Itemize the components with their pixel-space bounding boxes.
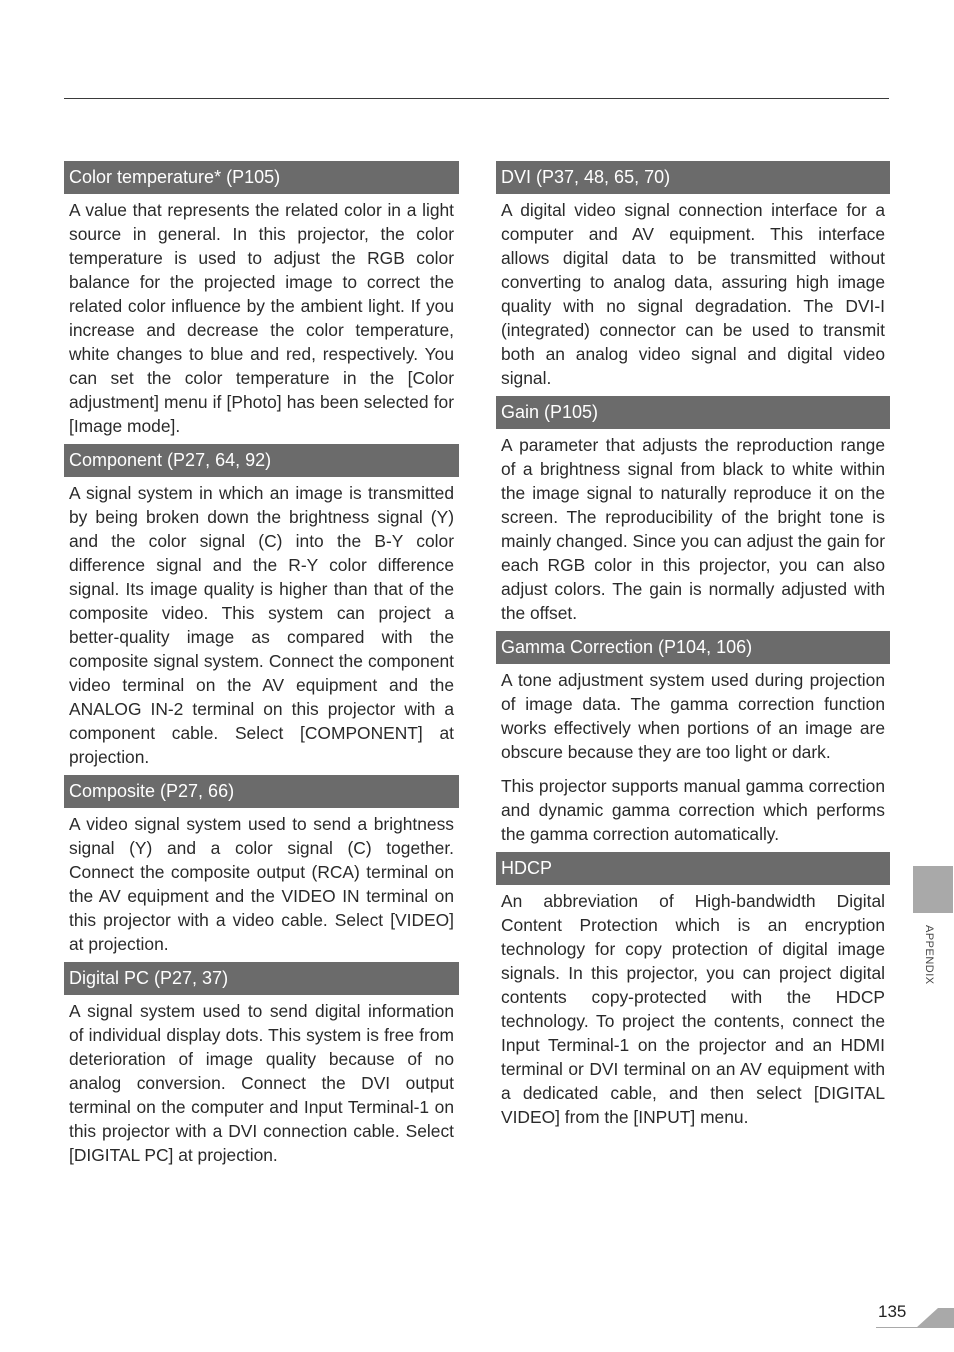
top-rule <box>64 98 889 99</box>
entry-title: Digital PC (P27, 37) <box>64 962 459 995</box>
entry-text: A digital video signal connection interface for a computer and AV equipment. This interface allows digital data to be transmitted without converting to analog data, assuring high image quality with no signal degradation. The DVI-I (integrated) connector can be used to transmit both an analog video signal and digital video signal. <box>501 200 885 388</box>
entry-text: A value that represents the related color in a light source in general. In this projector, the color temperature is used to adjust the RGB color balance for the projected image to correct the related color influence by the ambient light. If you increase and decrease the color temperature, white changes to blue and red, respectively. You can set the color temperature in the [Color adjustment] menu if [Photo] has been selected for [Image mode]. <box>69 200 454 436</box>
appendix-tab-label: APPENDIX <box>923 925 935 985</box>
entry-text: A signal system used to send digital information of individual display dots. This system is free from deterioration of image quality because of no analog conversion. Connect the DVI output terminal on the computer and Input Terminal-1 on this projector with a DVI connection cable. Select [DIGITAL PC] at projection. <box>69 1001 454 1165</box>
entry-text: A signal system in which an image is transmitted by being broken down the brightness signal (Y) and the color signal (C) into the B-Y color difference signal and the R-Y color difference signal. Its image quality is higher than that of the composite video. This system can project a better-quality image as compared with the composite signal system. Connect the component video terminal on the AV equipment and the ANALOG IN-2 terminal on this projector with a component cable. Select [COMPONENT] at projection. <box>69 483 454 767</box>
entry-text: A tone adjustment system used during projection of image data. The gamma correction function works effectively when portions of an image are obscure because they are too light or dark. <box>501 670 885 762</box>
right-column <box>496 161 890 1135</box>
entry-text: An abbreviation of High-bandwidth Digital Content Protection which is an encryption technology for copy protection of digital image signals. In this projector, you can project digital contents copy-protected with the HDCP technology. To project the contents, connect the Input Terminal-1 on the projector and an HDMI terminal or DVI terminal on an AV equipment with a dedicated cable, and then select [DIGITAL VIDEO] from the [INPUT] menu. <box>501 891 885 1127</box>
entry-title: Gain (P105) <box>496 396 890 429</box>
entry-digital-pc <box>64 962 459 1167</box>
entry-text: This projector supports manual gamma correction and dynamic gamma correction which performs the gamma correction automatically. <box>501 776 885 844</box>
entry-gamma-correction <box>496 631 890 846</box>
entry-title: Composite (P27, 66) <box>64 775 459 808</box>
entry-dvi <box>496 161 890 390</box>
entry-title: DVI (P37, 48, 65, 70) <box>496 161 890 194</box>
entry-title: HDCP <box>496 852 890 885</box>
page-number: 135 <box>878 1302 907 1321</box>
left-column <box>64 161 459 1173</box>
entry-title: Color temperature* (P105) <box>64 161 459 194</box>
entry-text: A parameter that adjusts the reproduction range of a brightness signal from black to white within the image signal to naturally reproduce it on the screen. The reproducibility of the bright tone is mainly changed. Since you can adjust the gain for each RGB color in this projector, you can also adjust colors. The gain is normally adjusted with the offset. <box>501 435 885 623</box>
entry-hdcp <box>496 852 890 1129</box>
entry-title: Gamma Correction (P104, 106) <box>496 631 890 664</box>
entry-component <box>64 444 459 769</box>
corner-wedge <box>916 1308 954 1328</box>
appendix-tab-marker <box>913 866 953 913</box>
entry-gain <box>496 396 890 625</box>
entry-color-temperature <box>64 161 459 438</box>
entry-text: A video signal system used to send a brightness signal (Y) and a color signal (C) together. Connect the composite output (RCA) terminal on the AV equipment and the VIDEO IN terminal on this projector with a video cable. Select [VIDEO] at projection. <box>69 814 454 954</box>
entry-title: Component (P27, 64, 92) <box>64 444 459 477</box>
entry-composite <box>64 775 459 956</box>
